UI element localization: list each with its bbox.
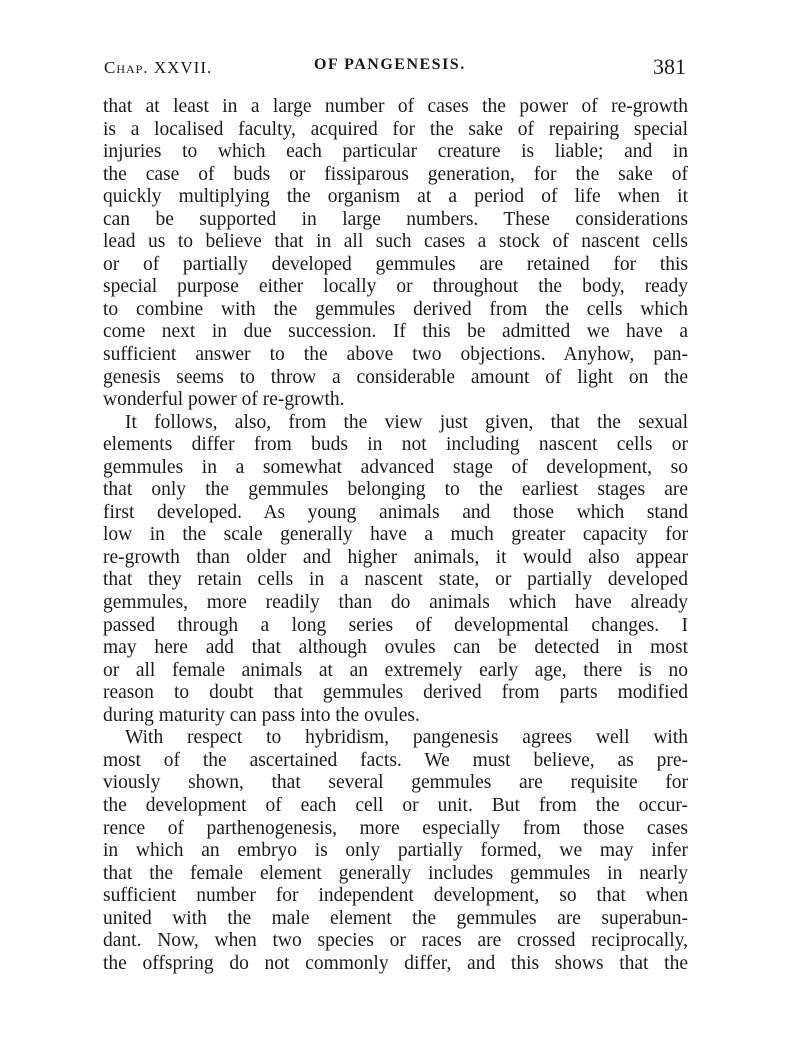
text-line: wonderful power of re-growth.: [103, 389, 345, 411]
text-line: lead us to believe that in all such cases a stock of nascent cells: [103, 231, 688, 253]
text-line: re-growth than older and higher animals, it would also appear: [103, 546, 688, 568]
text-line: that they retain cells in a nascent state, or partially developed: [103, 569, 688, 591]
text-line: to combine with the gemmules derived from the cells which: [103, 298, 688, 320]
text-line: during maturity can pass into the ovules.: [103, 704, 420, 726]
text-line: that the female element generally includes gemmules in nearly: [103, 862, 688, 884]
text-line: reason to doubt that gemmules derived from parts modified: [103, 682, 688, 704]
text-line: genesis seems to throw a considerable amount of light on the: [103, 366, 688, 388]
chapter-label: Chap. XXVII.: [104, 58, 213, 77]
text-line: can be supported in large numbers. These considerations: [103, 208, 688, 230]
text-line: first developed. As young animals and those which stand: [103, 501, 688, 523]
text-line: the case of buds or fissiparous generation, for the sake of: [103, 163, 688, 185]
text-line: or of partially developed gemmules are retained for this: [103, 253, 688, 275]
text-line: sufficient answer to the above two objections. Anyhow, pan-: [103, 344, 688, 366]
text-line: It follows, also, from the view just given, that the sexual: [125, 411, 688, 433]
text-line: that only the gemmules belonging to the earliest stages are: [103, 479, 688, 501]
text-line: is a localised faculty, acquired for the sake of repairing special: [103, 118, 688, 140]
text-line: viously shown, that several gemmules are requisite for: [103, 772, 688, 794]
text-line: the development of each cell or unit. But from the occur-: [103, 794, 688, 816]
text-line: injuries to which each particular creature is liable; and in: [103, 141, 688, 163]
text-line: quickly multiplying the organism at a period of life when it: [103, 186, 688, 208]
text-line: With respect to hybridism, pangenesis agrees well with: [125, 727, 688, 749]
running-header: [104, 54, 686, 84]
text-line: or all female animals at an extremely early age, there is no: [103, 659, 688, 681]
body-text: [103, 96, 688, 975]
text-line: low in the scale generally have a much greater capacity for: [103, 524, 688, 546]
text-line: gemmules, more readily than do animals which have already: [103, 592, 688, 614]
text-line: gemmules in a somewhat advanced stage of development, so: [103, 456, 688, 478]
text-line: united with the male element the gemmules are superabun-: [103, 907, 688, 929]
page-number: 381: [653, 54, 686, 79]
text-line: may here add that although ovules can be detected in most: [103, 637, 688, 659]
text-line: come next in due succession. If this be admitted we have a: [103, 321, 688, 343]
text-line: sufficient number for independent development, so that when: [103, 885, 688, 907]
text-line: in which an embryo is only partially formed, we may infer: [103, 840, 688, 862]
text-line: passed through a long series of developmental changes. I: [103, 614, 688, 636]
running-title: OF PANGENESIS.: [314, 56, 466, 73]
text-line: elements differ from buds in not including nascent cells or: [103, 434, 688, 456]
text-line: rence of parthenogenesis, more especially from those cases: [103, 817, 688, 839]
text-line: that at least in a large number of cases the power of re-growth: [103, 96, 688, 117]
text-line: most of the ascertained facts. We must believe, as pre-: [103, 749, 688, 771]
text-line: special purpose either locally or throughout the body, ready: [103, 276, 688, 298]
text-line: dant. Now, when two species or races are crossed reciprocally,: [103, 930, 688, 952]
text-line: the offspring do not commonly differ, and this shows that the: [103, 952, 688, 974]
